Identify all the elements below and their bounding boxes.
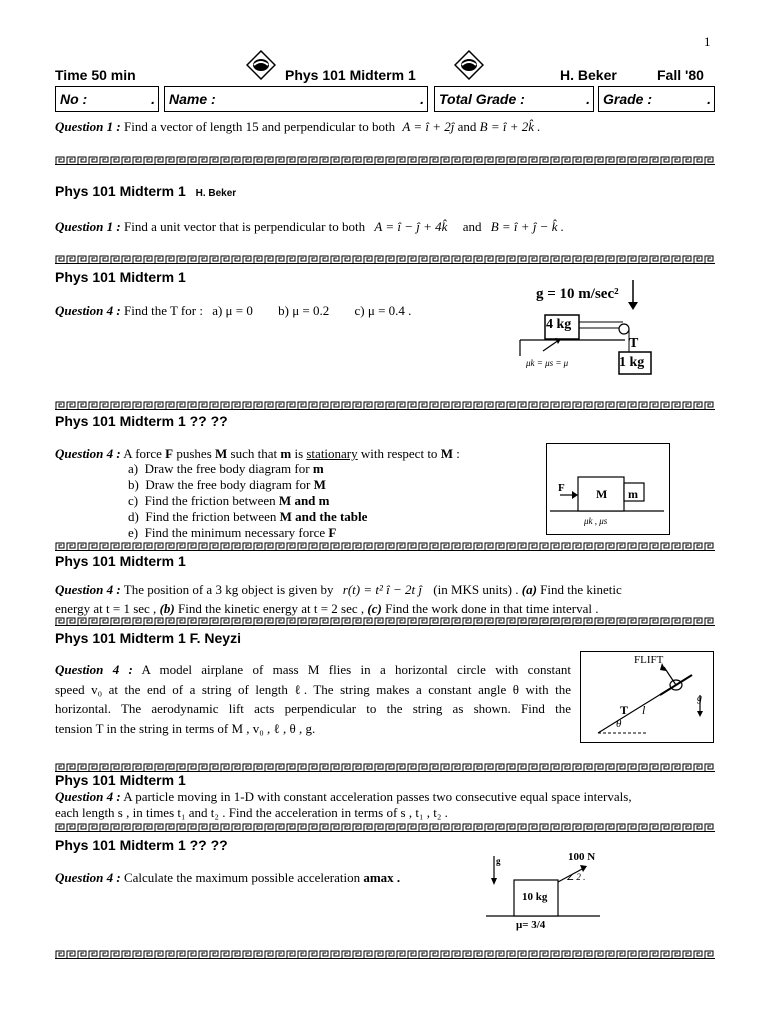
section-4-title: Phys 101 Midterm 1 ?? ?? <box>55 413 228 429</box>
section-6-title: Phys 101 Midterm 1 F. Neyzi <box>55 630 241 646</box>
exam-title: Phys 101 Midterm 1 <box>285 67 416 83</box>
block-1kg: 1 kg <box>619 355 645 370</box>
question-4-items <box>128 461 367 541</box>
page-number: 1 <box>704 34 711 49</box>
fig-force-label: F <box>558 482 565 494</box>
section-2-title: Phys 101 Midterm 1 H. Beker <box>55 183 237 199</box>
section-5-title: Phys 101 Midterm 1 <box>55 553 186 569</box>
author: H. Beker <box>560 67 617 83</box>
fig-small-block: m <box>628 487 638 501</box>
fig-angle-label: θ <box>616 718 622 730</box>
fig-friction-note: μk , μs <box>584 516 608 526</box>
question-4-kinetic: Question 4 : The position of a 3 kg object is given by r(t) = t² î − 2t ĵ (in MKS units) . (a) Find the kinetic energy at t = 1 sec , (b) Find the kinetic energy at t = 2 sec , (c) Find the work done in that time interval . <box>55 582 622 616</box>
student-name-field[interactable]: Name : . <box>164 86 428 112</box>
field-dot: . <box>151 91 155 107</box>
section-divider <box>55 823 715 832</box>
fig8-block-label: 10 kg <box>522 891 548 903</box>
section-divider <box>55 156 715 165</box>
total-grade-field[interactable]: Total Grade : . <box>434 86 594 112</box>
applied-force-label: 100 N <box>568 851 596 863</box>
fig-gravity-label: g <box>697 693 702 704</box>
fig-tension-label: T <box>620 703 629 717</box>
question-4-blocks: Question 4 : A force F pushes M such that m is stationary with respect to M : <box>55 446 460 461</box>
question-4-pulley: Question 4 : Find the T for : a) μ = 0 b) μ = 0.2 c) μ = 0.4 . <box>55 303 412 318</box>
question-1b: Question 1 : Find a unit vector that is perpendicular to both A = î − ĵ + 4k̂ and B = î + ĵ − k̂ . <box>55 219 564 234</box>
fig8-friction-label: μ= 3/4 <box>516 919 546 931</box>
section-7-title: Phys 101 Midterm 1 <box>55 772 186 788</box>
gravity-label: g = 10 m/sec² <box>536 286 619 302</box>
university-logo-right <box>454 50 484 80</box>
section-divider <box>55 542 715 551</box>
applied-angle-label: ∠ 2 . <box>566 872 586 882</box>
pulley-diagram <box>515 278 665 388</box>
question-4-acceleration: Question 4 : Calculate the maximum possible acceleration amax . <box>55 870 401 885</box>
university-logo <box>246 50 276 80</box>
student-no-field[interactable]: No : . <box>55 86 159 112</box>
field-dot: . <box>707 91 711 107</box>
list-item: b) Draw the free body diagram for M <box>128 477 326 492</box>
field-dot: . <box>586 91 590 107</box>
list-item: a) Draw the free body diagram for m <box>128 461 324 476</box>
grade-field[interactable]: Grade : . <box>598 86 715 112</box>
question-1a: Question 1 : Find a vector of length 15 and perpendicular to both A = î + 2ĵ and B = î + 2k̂ . <box>55 119 541 134</box>
fig-length-label: l <box>642 703 646 717</box>
tension-label: T <box>629 336 639 351</box>
block-4kg: 4 kg <box>546 317 572 332</box>
question-4-airplane: Question 4 : A model airplane of mass M flies in a horizontal circle with constant speed v₀ at the end of a string of length ℓ. The string makes a constant angle θ with the horizontal. The aerodynamic lift acts perpendicular to the string as shown. Find the tension T in the string in terms of M , v₀ , ℓ , θ , g. <box>55 662 571 736</box>
list-item: d) Find the friction between M and the table <box>128 509 368 524</box>
friction-note: μk = μs = μ <box>526 358 569 368</box>
section-divider <box>55 401 715 410</box>
fig8-gravity-label: g <box>496 856 501 866</box>
field-dot: . <box>420 91 424 107</box>
fig-lift-label: FLIFT <box>634 654 664 666</box>
fig-big-block: M <box>596 487 608 501</box>
list-item: e) Find the minimum necessary force F <box>128 525 337 540</box>
section-divider <box>55 763 715 772</box>
list-item: c) Find the friction between M and m <box>128 493 330 508</box>
section-divider <box>55 255 715 264</box>
term: Fall '80 <box>657 67 704 83</box>
question-4-kinematics: Question 4 : A particle moving in 1-D with constant acceleration passes two consecutive equal space intervals, each length s , in times t₁ and t₂ . Find the acceleration in terms of s , t₁ , t₂ . <box>55 789 632 820</box>
section-divider <box>55 617 715 626</box>
time-label: Time 50 min <box>55 67 136 83</box>
section-8-title: Phys 101 Midterm 1 ?? ?? <box>55 837 228 853</box>
section-3-title: Phys 101 Midterm 1 <box>55 269 186 285</box>
section-divider <box>55 950 715 959</box>
